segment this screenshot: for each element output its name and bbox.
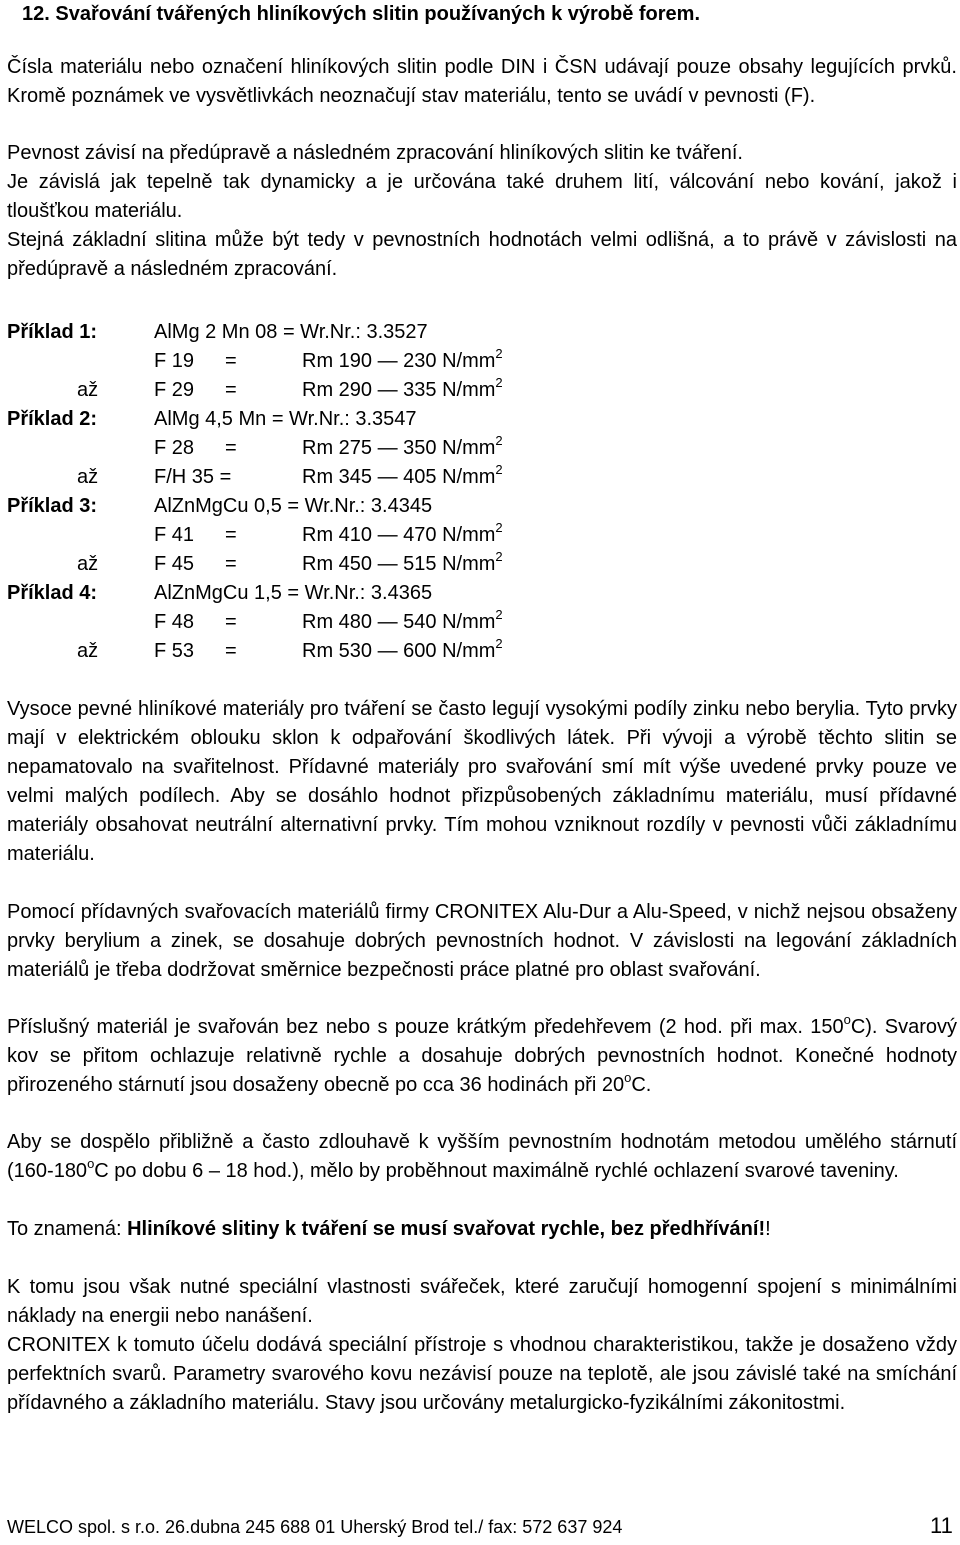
strength-grade: F 41 — [154, 524, 195, 546]
equals-sign: = — [225, 553, 237, 575]
degree-mark: o — [87, 1156, 95, 1171]
rm-value: Rm 480 — 540 N/mm — [302, 611, 496, 633]
tensile-strength — [302, 434, 503, 463]
strength-grade: F 53 — [154, 640, 195, 662]
rm-value: Rm 190 — 230 N/mm — [302, 350, 496, 372]
example-3-row-1 — [0, 521, 960, 550]
tensile-strength — [302, 347, 503, 376]
strength-grade: F 19 — [154, 350, 195, 372]
unit-exponent: 2 — [495, 636, 503, 651]
example-alloy: AlMg 2 Mn 08 = Wr.Nr.: 3.3527 — [154, 321, 428, 343]
strength-grade: F 29 — [154, 379, 195, 401]
example-alloy: AlZnMgCu 0,5 = Wr.Nr.: 3.4345 — [154, 495, 433, 517]
body-paragraph-3 — [7, 1013, 957, 1100]
unit-exponent: 2 — [495, 607, 503, 622]
example-2-header — [0, 405, 960, 434]
example-2-row-1 — [0, 434, 960, 463]
rm-value: Rm 450 — 515 N/mm — [302, 553, 496, 575]
unit-exponent: 2 — [495, 346, 503, 361]
tensile-strength — [302, 376, 503, 405]
tensile-strength — [302, 637, 503, 666]
range-prefix: až — [77, 640, 99, 662]
footer-contact: WELCO spol. s r.o. 26.dubna 245 688 01 Uherský Brod tel./ fax: 572 637 924 — [7, 1517, 623, 1537]
body-paragraph-2: Pomocí přídavných svařovacích materiálů firmy CRONITEX Alu-Dur a Alu-Speed, v nichž nejsou obsaženy prvky berylium a zinek, se dosahuje dobrých pevnostních hodnot. V závislosti na legování základních materiálů je třeba dodržovat směrnice bezpečnosti práce platné pro oblast svařování. — [7, 901, 957, 981]
body-paragraph-6: K tomu jsou však nutné speciální vlastnosti svářeček, které zaručují homogenní spojení s minimálními náklady na energii nebo nanášení. — [7, 1276, 957, 1327]
equals-sign: = — [225, 437, 237, 459]
unit-exponent: 2 — [495, 549, 503, 564]
text-run: C po dobu 6 – 18 hod.), mělo by proběhnout maximálně rychlé ochlazení svarové taveniny. — [94, 1160, 899, 1182]
range-prefix: až — [77, 379, 99, 401]
strength-grade: F 45 — [154, 553, 195, 575]
example-label: Příklad 1: — [7, 321, 98, 343]
text-run: Aby se dospělo přibližně a často zdlouhavě k vyšším pevnostním hodnotám metodou umělého stárnutí (160-180 — [7, 1131, 957, 1182]
example-4-row-1 — [0, 608, 960, 637]
rm-value: Rm 530 — 600 N/mm — [302, 640, 496, 662]
page-title: 12. Svařování tvářených hliníkových slitin používaných k výrobě forem. — [22, 3, 701, 25]
example-alloy: AlMg 4,5 Mn = Wr.Nr.: 3.3547 — [154, 408, 417, 430]
body-paragraph-1: Vysoce pevné hliníkové materiály pro tváření se často legují vysokými podíly zinku nebo berylia. Tyto prvky mají v elektrickém oblouku sklon k odpařování škodlivých látek. Při vývoji a výrobě těchto slitin se nepamatovalo na svařitelnost. Přídavné materiály pro svařování smí mít výše uvedené prvky pouze ve velmi malých podílech. Aby se dosáhlo hodnot přizpůsobených základnímu materiálu, musí přídavné materiály obsahovat neutrální alternativní prvky. Tím mohou vzniknout rozdíly v pevnosti vůči základnímu materiálu. — [7, 698, 957, 865]
degree-mark: o — [624, 1070, 632, 1085]
example-label: Příklad 2: — [7, 408, 98, 430]
text-run: ! — [765, 1218, 771, 1240]
equals-sign: = — [225, 379, 237, 401]
equals-sign: = — [225, 640, 237, 662]
intro-paragraph-1: Čísla materiálu nebo označení hliníkových slitin podle DIN i ČSN udávají pouze obsahy legujících prvků. Kromě poznámek ve vysvětlivkách neoznačují stav materiálu, tento se uvádí v pevnosti (F). — [7, 56, 957, 107]
intro-paragraph-2: Pevnost závisí na předúpravě a následném zpracování hliníkových slitin ke tváření. — [7, 142, 743, 164]
rm-value: Rm 410 — 470 N/mm — [302, 524, 496, 546]
example-label: Příklad 4: — [7, 582, 98, 604]
strength-grade: F 48 — [154, 611, 195, 633]
emphasis-text: Hliníkové slitiny k tváření se musí svařovat rychle, bez předhřívání! — [127, 1218, 766, 1240]
range-prefix: až — [77, 553, 99, 575]
intro-paragraph-4: Stejná základní slitina může být tedy v pevnostních hodnotách velmi odlišná, a to právě v závislosti na předúpravě a následném zpracování. — [7, 229, 957, 280]
rm-value: Rm 345 — 405 N/mm — [302, 466, 496, 488]
page-number: 11 — [930, 1513, 953, 1538]
tensile-strength — [302, 550, 503, 579]
equals-sign: = — [225, 611, 237, 633]
body-paragraph-5 — [7, 1215, 957, 1244]
example-1-row-1 — [0, 347, 960, 376]
text-run: C. — [631, 1074, 652, 1096]
unit-exponent: 2 — [495, 433, 503, 448]
unit-exponent: 2 — [495, 375, 503, 390]
text-run: Příslušný materiál je svařován bez nebo s pouze krátkým předehřevem (2 hod. při max. 150 — [7, 1016, 844, 1038]
strength-grade: F/H 35 = — [154, 466, 232, 488]
example-alloy: AlZnMgCu 1,5 = Wr.Nr.: 3.4365 — [154, 582, 433, 604]
degree-mark: o — [843, 1012, 851, 1027]
body-paragraph-4 — [7, 1128, 957, 1186]
unit-exponent: 2 — [495, 520, 503, 535]
example-2-row-2 — [0, 463, 960, 492]
tensile-strength — [302, 608, 503, 637]
body-paragraph-7: CRONITEX k tomuto účelu dodává speciální přístroje s vhodnou charakteristikou, takže je dosaženo vždy perfektních svarů. Parametry svarového kovu nezávisí pouze na teplotě, ale jsou závislé také na smíchání přídavného a základního materiálu. Stavy jsou určovány metalurgicko-fyzikálními zákonitostmi. — [7, 1334, 957, 1414]
equals-sign: = — [225, 350, 237, 372]
text-run: C). Svarový kov se přitom ochlazuje relativně rychle a dosahuje dobrých pevnostních hodnot. Konečné hodnoty přirozeného stárnutí jsou dosaženy obecně po cca 36 hodinách při 20 — [7, 1016, 958, 1096]
unit-exponent: 2 — [495, 462, 503, 477]
range-prefix: až — [77, 466, 99, 488]
rm-value: Rm 290 — 335 N/mm — [302, 379, 496, 401]
equals-sign: = — [225, 524, 237, 546]
example-4-row-2 — [0, 637, 960, 666]
example-3-row-2 — [0, 550, 960, 579]
tensile-strength — [302, 463, 503, 492]
example-1-header — [0, 318, 960, 347]
example-label: Příklad 3: — [7, 495, 98, 517]
strength-grade: F 28 — [154, 437, 195, 459]
tensile-strength — [302, 521, 503, 550]
example-4-header — [0, 579, 960, 608]
text-run: To znamená: — [7, 1218, 128, 1240]
intro-paragraph-3: Je závislá jak tepelně tak dynamicky a je určována také druhem lití, válcování nebo kování, jakož i tloušťkou materiálu. — [7, 171, 957, 222]
rm-value: Rm 275 — 350 N/mm — [302, 437, 496, 459]
example-3-header — [0, 492, 960, 521]
example-1-row-2 — [0, 376, 960, 405]
